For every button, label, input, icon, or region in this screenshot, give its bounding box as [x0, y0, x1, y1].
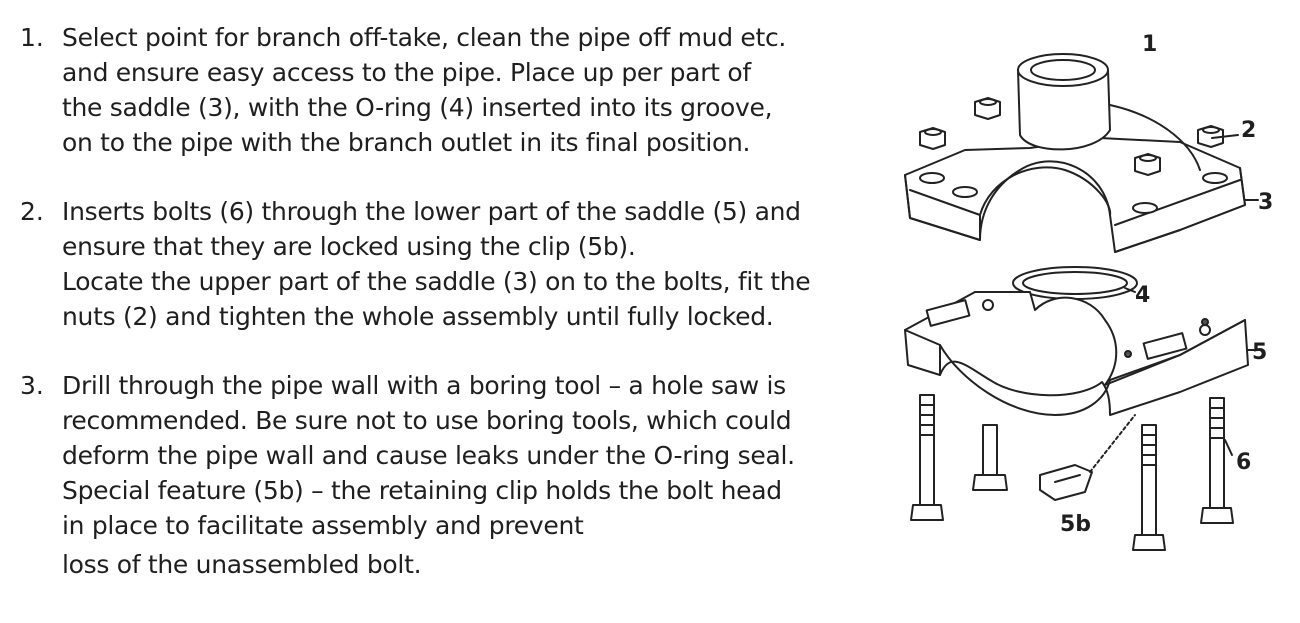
label-4: 4: [1135, 283, 1151, 308]
step-line: Inserts bolts (6) through the lower part of the saddle (5) and: [62, 197, 801, 226]
step-number: 1.: [20, 23, 44, 52]
bolt: [973, 425, 1007, 490]
step-line: loss of the unassembled bolt.: [62, 550, 422, 579]
bolt: [1133, 425, 1165, 550]
lower-saddle-part: [905, 292, 1248, 415]
retaining-clip: [1040, 415, 1135, 500]
step-line: the saddle (3), with the O-ring (4) inserted into its groove,: [62, 93, 773, 122]
step-3: [20, 368, 820, 582]
label-5b: 5b: [1060, 512, 1092, 537]
bolt: [911, 395, 943, 520]
step-number: 2.: [20, 197, 44, 226]
step-line: in place to facilitate assembly and prevent: [62, 511, 584, 540]
label-6: 6: [1236, 450, 1252, 475]
step-number: 3.: [20, 371, 44, 400]
step-2: [20, 194, 820, 334]
bolt: [1201, 398, 1233, 523]
step-line: nuts (2) and tighten the whole assembly until fully locked.: [62, 302, 774, 331]
step-line: on to the pipe with the branch outlet in its final position.: [62, 128, 751, 157]
label-5: 5: [1252, 340, 1268, 365]
step-line: Select point for branch off-take, clean the pipe off mud etc.: [62, 23, 787, 52]
step-1: [20, 20, 820, 160]
label-3: 3: [1258, 190, 1274, 215]
step-line: and ensure easy access to the pipe. Place up per part of: [62, 58, 751, 87]
step-line: Locate the upper part of the saddle (3) on to the bolts, fit the: [62, 267, 811, 296]
exploded-view-drawing: [880, 20, 1290, 580]
step-line: Drill through the pipe wall with a boring tool – a hole saw is: [62, 371, 786, 400]
step-line: ensure that they are locked using the clip (5b).: [62, 232, 636, 261]
saddle-assembly-diagram: [880, 20, 1290, 580]
label-2: 2: [1241, 118, 1257, 143]
label-1: 1: [1142, 32, 1158, 57]
instruction-steps: [20, 20, 820, 616]
step-line: deform the pipe wall and cause leaks under the O-ring seal.: [62, 441, 795, 470]
step-line: Special feature (5b) – the retaining clip holds the bolt head: [62, 476, 782, 505]
step-line: recommended. Be sure not to use boring tools, which could: [62, 406, 792, 435]
